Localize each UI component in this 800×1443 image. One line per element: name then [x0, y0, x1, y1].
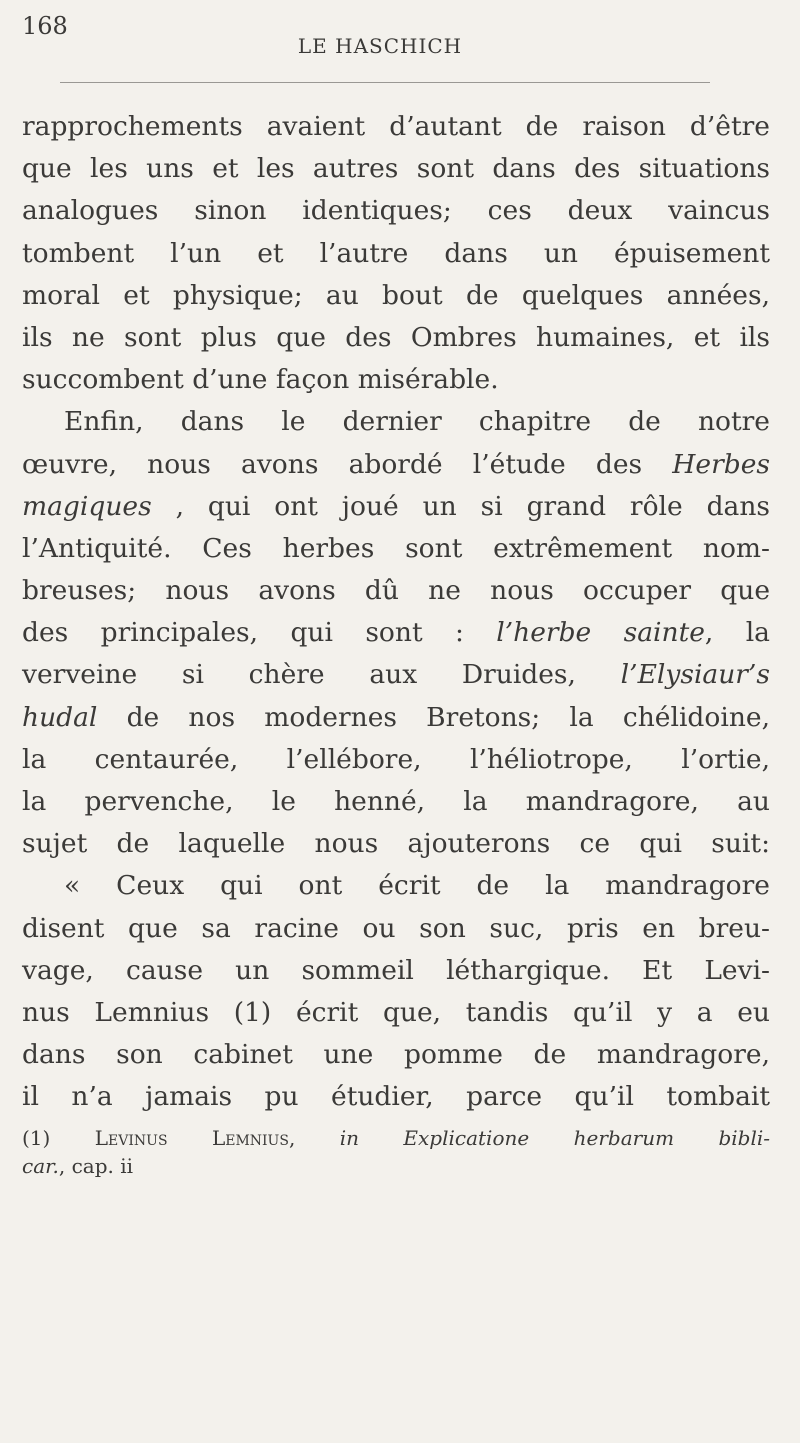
text-line: [22, 528, 770, 570]
text-segment: que les uns et les autres sont dans des situations: [22, 153, 770, 185]
text-line: [22, 486, 770, 528]
text-segment: vage, cause un sommeil léthargique. Et Levi-: [22, 954, 770, 986]
italic-text: Herbes: [672, 448, 770, 480]
text-segment: nus Lemnius (1) écrit que, tandis qu’il y a eu: [22, 996, 770, 1028]
text-segment: , qui ont joué un si grand rôle dans: [151, 490, 770, 522]
text-segment: « Ceux qui ont écrit de la mandragore: [64, 870, 770, 902]
footnote: [22, 1124, 770, 1180]
text-line: [22, 823, 770, 865]
text-segment: l’Antiquité. Ces herbes sont extrêmement nom-: [22, 532, 770, 564]
text-segment: rapprochements avaient d’autant de raison d’être: [22, 111, 770, 142]
text-segment: , cap. ii: [58, 1154, 134, 1178]
text-line: [22, 950, 770, 992]
text-segment: , la: [704, 617, 770, 649]
italic-text: l’herbe sainte: [496, 617, 705, 649]
text-line: [22, 148, 770, 190]
italic-text: hudal: [22, 701, 98, 733]
text-line: [22, 781, 770, 823]
italic-text: magiques: [22, 490, 152, 522]
text-line: [22, 570, 770, 612]
text-line: [22, 654, 770, 696]
footnote-line: [22, 1124, 770, 1152]
footnote-line: [22, 1152, 770, 1180]
text-segment: des principales, qui sont :: [22, 617, 497, 649]
text-segment: Enfin, dans le dernier chapitre de notre: [64, 406, 770, 438]
text-segment: analogues sinon identiques; ces deux vaincus: [22, 195, 770, 227]
text-segment: ils ne sont plus que des Ombres humaines, et ils: [22, 321, 770, 353]
text-segment: la centaurée, l’ellébore, l’héliotrope, l’ortie,: [22, 743, 770, 775]
body-text: [22, 106, 770, 1119]
text-segment: (1): [22, 1126, 95, 1150]
text-line: [22, 106, 770, 148]
text-segment: dans son cabinet une pomme de mandragore,: [22, 1039, 770, 1071]
text-segment: Levinus Lemnius: [94, 1126, 289, 1150]
text-line: [22, 401, 770, 443]
text-line: [22, 190, 770, 232]
text-segment: sujet de laquelle nous ajouterons ce qui suit:: [22, 828, 770, 860]
text-line: [22, 317, 770, 359]
italic-text: l’Elysiaur’s: [620, 659, 770, 691]
text-segment: ,: [288, 1126, 340, 1150]
text-segment: breuses; nous avons dû ne nous occuper que: [22, 575, 770, 607]
text-segment: il n’a jamais pu étudier, parce qu’il tombait: [22, 1081, 770, 1113]
text-segment: tombent l’un et l’autre dans un épuisement: [22, 237, 770, 269]
text-segment: succombent d’une façon misérable.: [22, 364, 499, 396]
text-segment: la pervenche, le henné, la mandragore, au: [22, 786, 770, 817]
text-line: [22, 1034, 770, 1076]
text-line: [22, 444, 770, 486]
text-segment: œuvre, nous avons abordé l’étude des: [22, 448, 673, 480]
text-line: [22, 359, 770, 401]
text-segment: verveine si chère aux Druides,: [22, 659, 621, 691]
text-segment: disent que sa racine ou son suc, pris en breu-: [22, 912, 770, 944]
text-line: [22, 275, 770, 317]
text-line: [22, 612, 770, 654]
text-segment: de nos modernes Bretons; la chélidoine,: [97, 701, 770, 733]
text-line: [22, 908, 770, 950]
text-line: [22, 1076, 770, 1118]
text-line: [22, 992, 770, 1034]
text-line: [22, 697, 770, 739]
page-number: 168: [22, 12, 68, 40]
text-line: [22, 865, 770, 907]
header-rule: [60, 82, 710, 83]
text-segment: moral et physique; au bout de quelques années,: [22, 279, 770, 311]
italic-text: in Explicatione herbarum bibli-: [339, 1126, 771, 1150]
text-line: [22, 233, 770, 275]
running-head: LE HASCHICH: [297, 34, 463, 58]
text-line: [22, 739, 770, 781]
italic-text: car.: [22, 1154, 59, 1178]
